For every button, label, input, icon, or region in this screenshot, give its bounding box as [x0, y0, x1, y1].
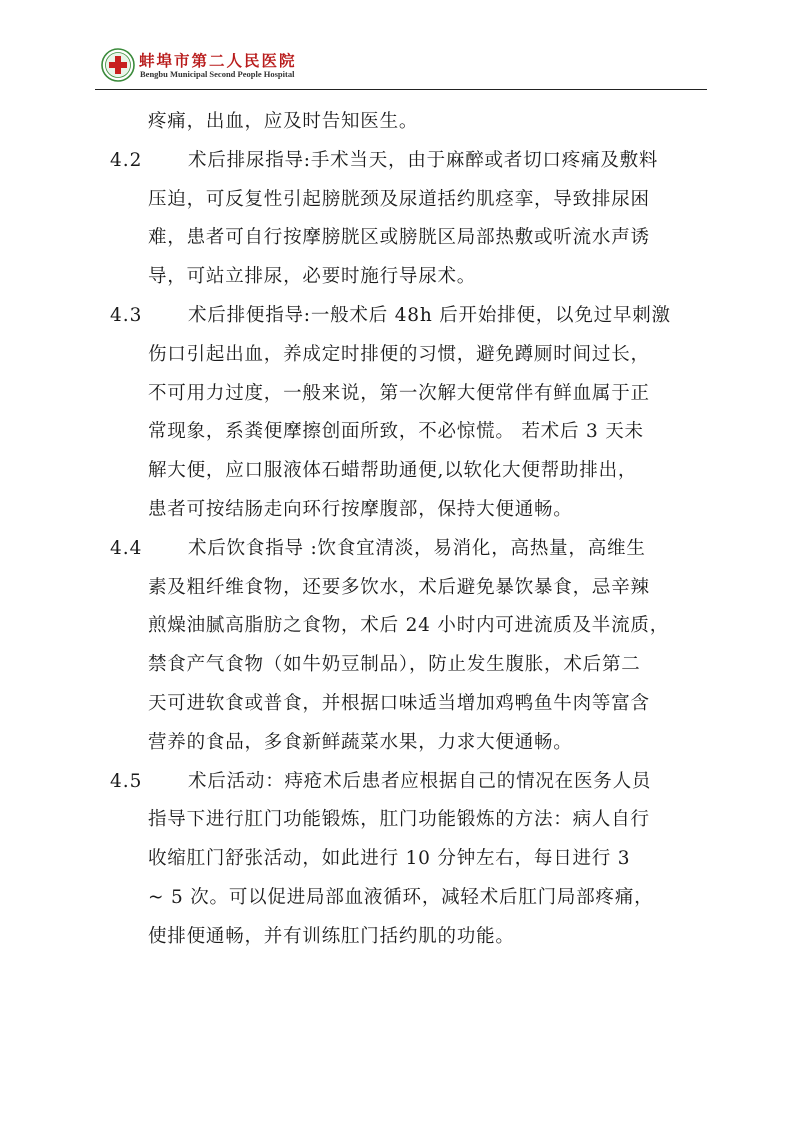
text-line: 指导下进行肛门功能锻炼，肛门功能锻炼的方法：病人自行	[148, 809, 650, 831]
header-divider	[95, 89, 707, 90]
text-line: 导，可站立排尿，必要时施行导尿术。	[148, 266, 477, 288]
section-4-2	[110, 142, 715, 297]
text-line: 难，患者可自行按摩膀胱区或膀胱区局部热敷或听流水声诱	[148, 227, 650, 249]
text-line: 术后饮食指导 :饮食宜清淡，易消化，高热量，高维生	[188, 537, 646, 559]
section-number: 4.5	[110, 770, 143, 792]
text-line: 煎燥油腻高脂肪之食物，术后 24 小时内可进流质及半流质，	[148, 615, 670, 637]
section-number: 4.4	[110, 537, 143, 559]
text-line: 患者可按结肠走向环行按摩腹部，保持大便通畅。	[148, 498, 573, 520]
section-4-5	[110, 763, 715, 957]
text-line: 压迫，可反复性引起膀胱颈及尿道括约肌痉挛，导致排尿困	[148, 188, 650, 210]
text-line: 收缩肛门舒张活动，如此进行 10 分钟左右，每日进行 3	[148, 848, 631, 870]
text-line: 伤口引起出血，养成定时排便的习惯，避免蹲厕时间过长，	[148, 343, 650, 365]
section-4-4	[110, 530, 715, 763]
text-line: 天可进软食或普食，并根据口味适当增加鸡鸭鱼牛肉等富含	[148, 692, 650, 714]
text-line: 术后排尿指导:手术当天，由于麻醉或者切口疼痛及敷料	[188, 149, 659, 171]
text-line: 禁食产气食物（如牛奶豆制品），防止发生腹胀，术后第二	[148, 654, 641, 676]
section-number: 4.3	[110, 304, 143, 326]
text-line: 解大便，应口服液体石蜡帮助通便,以软化大便帮助排出，	[148, 460, 638, 482]
text-line: 常现象，系粪便摩擦创面所致，不必惊慌。 若术后 3 天未	[148, 421, 644, 443]
text-line: 疼痛，出血，应及时告知医生。	[148, 111, 419, 132]
section-number: 4.2	[110, 149, 143, 171]
page-header	[95, 44, 707, 90]
hospital-logo-icon	[101, 48, 135, 82]
text-line: 术后活动：痔疮术后患者应根据自己的情况在医务人员	[188, 770, 652, 792]
section-4-3	[110, 297, 715, 530]
continuation-paragraph	[110, 103, 715, 142]
document-body	[110, 103, 715, 957]
hospital-name-en: Bengbu Municipal Second People Hospital	[140, 69, 295, 79]
text-line: 术后排便指导:一般术后 48h 后开始排便，以免过早刺激	[188, 304, 671, 326]
text-line: 素及粗纤维食物，还要多饮水，术后避免暴饮暴食，忌辛辣	[148, 576, 650, 598]
text-line: 使排便通畅，并有训练肛门括约肌的功能。	[148, 925, 515, 947]
text-line: 不可用力过度，一般来说，第一次解大便常伴有鲜血属于正	[148, 382, 650, 404]
hospital-name-cn: 蚌埠市第二人民医院	[139, 51, 297, 70]
text-line: ~ 5 次。可以促进局部血液循环，减轻术后肛门局部疼痛，	[148, 886, 654, 908]
text-line: 营养的食品，多食新鲜蔬菜水果，力求大便通畅。	[148, 731, 573, 753]
